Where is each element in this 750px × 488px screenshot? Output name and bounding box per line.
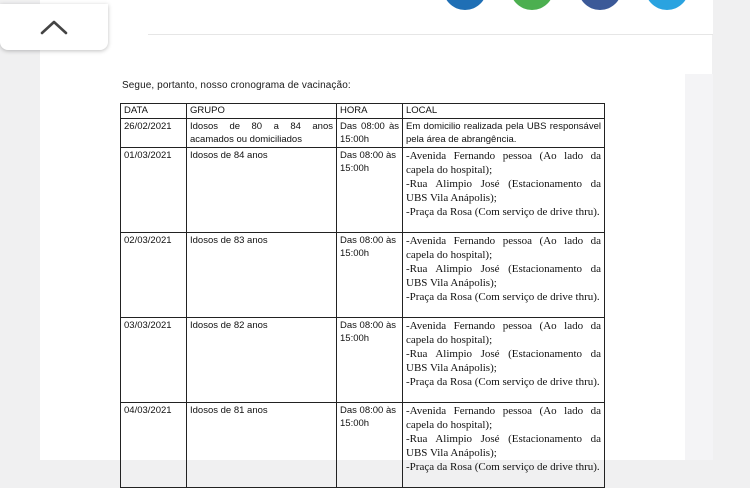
location-line: -Rua Alimpio José (Estacionamento da UBS Vila Anápolis); xyxy=(406,433,601,459)
location-line: -Rua Alimpio José (Estacionamento da UBS Vila Anápolis); xyxy=(406,178,601,204)
location-line: -Avenida Fernando pessoa (Ao lado da capela do hospital); xyxy=(406,235,601,261)
intro-text: Segue, portanto, nosso cronograma de vacinação: xyxy=(122,80,351,91)
cell-location xyxy=(403,233,605,318)
cell-time: Das 08:00 às 15:00h xyxy=(337,318,403,403)
location-line: -Praça da Rosa (Com serviço de drive thru). xyxy=(406,376,600,388)
vaccination-schedule-table xyxy=(120,103,605,488)
chevron-up-icon xyxy=(39,18,69,36)
cell-location xyxy=(403,148,605,233)
cell-time: Das 08:00 às 15:00h xyxy=(337,233,403,318)
location-line: -Praça da Rosa (Com serviço de drive thru). xyxy=(406,461,600,473)
header-data: DATA xyxy=(121,104,187,119)
location-line: -Rua Alimpio José (Estacionamento da UBS Vila Anápolis); xyxy=(406,348,601,374)
location-line: -Praça da Rosa (Com serviço de drive thru). xyxy=(406,291,600,303)
share-button-2[interactable] xyxy=(510,0,554,10)
location-line: -Avenida Fernando pessoa (Ao lado da capela do hospital); xyxy=(406,405,601,431)
cell-group: Idosos de 80 a 84 anos acamados ou domiciliados xyxy=(187,119,337,148)
header-hora: HORA xyxy=(337,104,403,119)
cell-time: Das 08:00 às 15:00h xyxy=(337,403,403,488)
table-row xyxy=(121,403,605,488)
header-grupo: GRUPO xyxy=(187,104,337,119)
location-line: -Avenida Fernando pessoa (Ao lado da capela do hospital); xyxy=(406,150,601,176)
cell-group: Idosos de 82 anos xyxy=(187,318,337,403)
cell-time: Das 08:00 às 15:00h xyxy=(337,119,403,148)
location-line: -Rua Alimpio José (Estacionamento da UBS Vila Anápolis); xyxy=(406,263,601,289)
cell-group: Idosos de 83 anos xyxy=(187,233,337,318)
cell-group: Idosos de 81 anos xyxy=(187,403,337,488)
sidebar-panel xyxy=(685,74,713,460)
table-header-row xyxy=(121,104,605,119)
cell-date: 01/03/2021 xyxy=(121,148,187,233)
table-row xyxy=(121,148,605,233)
table-row xyxy=(121,318,605,403)
cell-location xyxy=(403,403,605,488)
table-row xyxy=(121,119,605,148)
share-bar xyxy=(148,0,713,35)
cell-date: 02/03/2021 xyxy=(121,233,187,318)
cell-location xyxy=(403,119,605,148)
cell-date: 03/03/2021 xyxy=(121,318,187,403)
collapse-button[interactable] xyxy=(0,4,108,50)
share-button-3[interactable] xyxy=(578,0,622,10)
cell-time: Das 08:00 às 15:00h xyxy=(337,148,403,233)
cell-location xyxy=(403,318,605,403)
share-button-4[interactable] xyxy=(645,0,689,10)
location-line: -Avenida Fernando pessoa (Ao lado da capela do hospital); xyxy=(406,320,601,346)
location-line: -Praça da Rosa (Com serviço de drive thru). xyxy=(406,206,600,218)
cell-group: Idosos de 84 anos xyxy=(187,148,337,233)
header-local: LOCAL xyxy=(403,104,605,119)
location-line: Em domicilio realizada pela UBS responsável pela área de abrangência. xyxy=(406,121,601,145)
cell-date: 26/02/2021 xyxy=(121,119,187,148)
cell-date: 04/03/2021 xyxy=(121,403,187,488)
table-row xyxy=(121,233,605,318)
document-image xyxy=(120,80,610,488)
share-button-1[interactable] xyxy=(443,0,487,10)
